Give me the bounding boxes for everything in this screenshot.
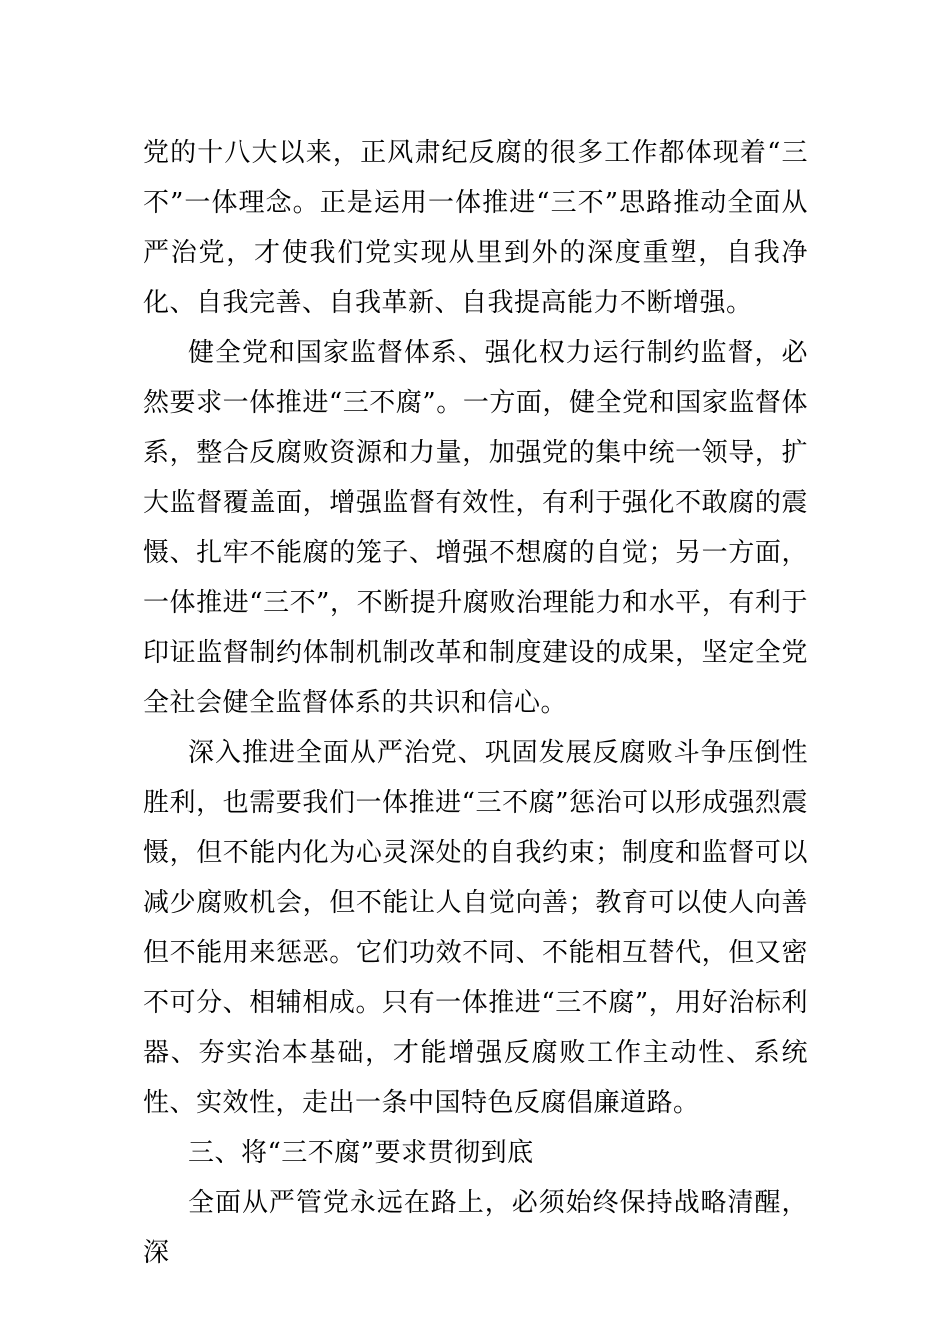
- document-page: [143, 128, 808, 1278]
- section-heading: 三、将“三不腐”要求贯彻到底: [188, 1138, 534, 1168]
- paragraph-anti-corruption-struggle: 深入推进全面从严治党、巩固发展反腐败斗争压倒性胜利，也需要我们一体推进“三不腐”惩治可以形成强烈震慑，但不能内化为心灵深处的自我约束；制度和监督可以减少腐败机会，但不能让人自觉向善；教育可以使人向善但不能用来惩恶。它们功效不同、不能相互替代，但又密不可分、相辅相成。只有一体推进“三不腐”，用好治标利器、夯实治本基础，才能增强反腐败工作主动性、系统性、实效性，走出一条中国特色反腐倡廉道路。: [143, 738, 808, 1118]
- paragraph-continuation: 党的十八大以来，正风肃纪反腐的很多工作都体现着“三不”一体理念。正是运用一体推进“三不”思路推动全面从严治党，才使我们党实现从里到外的深度重塑，自我净化、自我完善、自我革新、自我提高能力不断增强。: [143, 138, 808, 318]
- paragraph-strict-governance: 全面从严管党永远在路上，必须始终保持战略清醒，深: [143, 1188, 808, 1268]
- paragraph-supervision-system: 健全党和国家监督体系、强化权力运行制约监督，必然要求一体推进“三不腐”。一方面，健全党和国家监督体系，整合反腐败资源和力量，加强党的集中统一领导，扩大监督覆盖面，增强监督有效性，有利于强化不敢腐的震慑、扎牢不能腐的笼子、增强不想腐的自觉；另一方面，一体推进“三不”，不断提升腐败治理能力和水平，有利于印证监督制约体制机制改革和制度建设的成果，坚定全党全社会健全监督体系的共识和信心。: [143, 338, 808, 718]
